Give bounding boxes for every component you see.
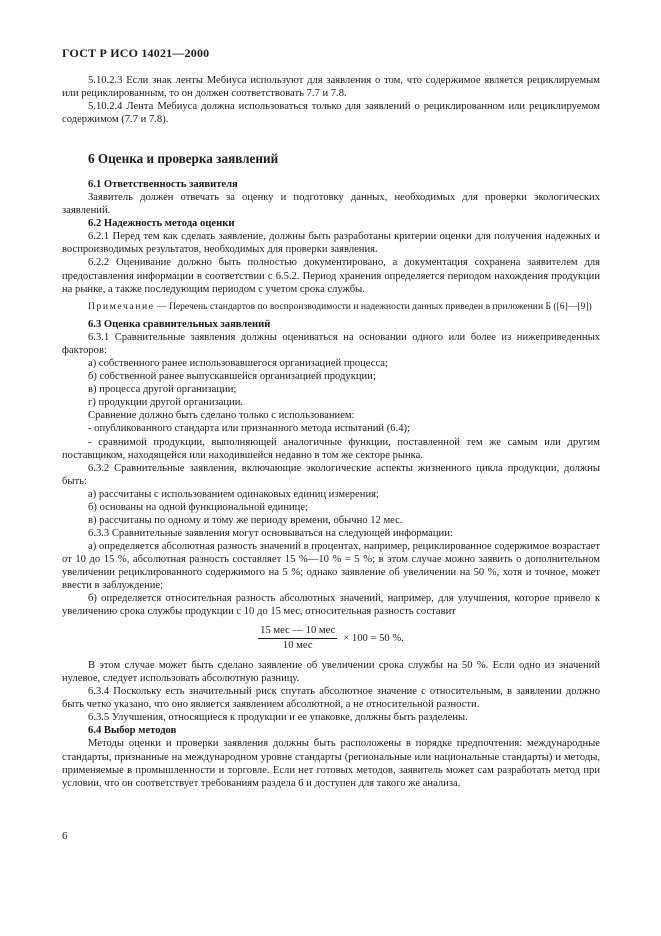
paragraph-6-3-5: 6.3.5 Улучшения, относящиеся к продукции и ее упаковке, должны быть разделены. (88, 712, 468, 724)
paragraph-5-10-2-4: 5.10.2.4 Лента Мебиуса должна использоваться только для заявлений о рециклированном или рециклируемом содержимом (7.7 и 7.8). (62, 101, 600, 126)
paragraph-6-3-3-b: б) определяется относительная разность абсолютных значений, например, для улучшения, которое привело к увеличению срока службы продукции с 10 до 15 мес, относительная разность составит (62, 593, 600, 618)
paragraph-6-1: Заявитель должен отвечать за оценку и подготовку данных, необходимых для проверки экологических заявлений. (62, 192, 600, 217)
paragraph-6-3-3-a: а) определяется абсолютная разность значений в процентах, например, рециклированное содержимое возрастает от 10 до 15 %, абсолютная разность составляет 15 %—10 % = 5 %; в этом случае можно заявить о дополнительном увеличении рециклированного содержимого на 5 %; однако заявление об увеличении на 50 %, хотя и точное, может ввести в заблуждение; (62, 540, 600, 592)
note-label: Примечание (88, 300, 155, 312)
list-item-6-3-1-c: в) процесса другой организации; (88, 384, 237, 396)
paragraph-6-2-2: 6.2.2 Оценивание должно быть полностью документировано, а документация сохранена заявителем для предоставления информации в соответствии с 6.5.2. Период хранения определяется периодом нахождения продукции на рынке, а также последующим периодом с учетом срока службы. (62, 257, 600, 295)
list-item-6-3-1-b: б) собственной ранее выпускавшейся организацией продукции; (88, 371, 376, 383)
subsection-6-4-title: 6.4 Выбор методов (88, 725, 177, 737)
formula-rest: × 100 = 50 %. (343, 632, 404, 644)
section-6-title: 6 Оценка и проверка заявлений (88, 151, 279, 167)
paragraph-6-3-3: 6.3.3 Сравнительные заявления могут основываться на следующей информации: (88, 527, 453, 539)
dash-item-1: - опубликованного стандарта или признанного метода испытаний (6.4); (88, 423, 410, 435)
document-body (62, 74, 600, 790)
formula-denominator: 10 мес (282, 640, 313, 652)
subsection-6-2-title: 6.2 Надежность метода оценки (88, 218, 235, 230)
formula (62, 625, 600, 652)
note-6-2 (62, 301, 600, 314)
note-text: — Перечень стандартов по воспроизводимости и надежности данных приведен в приложении Б ([6]—[9]) (154, 300, 592, 312)
formula-numerator: 15 мес — 10 мес (258, 625, 337, 639)
list-item-6-3-2-c: в) рассчитаны по одному и тому же периоду времени, обычно 12 мес. (88, 514, 403, 526)
paragraph-6-3-4: 6.3.4 Поскольку есть значительный риск спутать абсолютное значение с относительным, в заявлении должно быть четко указано, что оно является заявлением абсолютной, а не относительной разности. (62, 686, 600, 711)
dash-item-2: - сравнимой продукции, выполняющей аналогичные функции, поставленной тем же самым или другим поставщиком, находящейся или находившейся недавно в том же секторе рынка. (62, 436, 600, 461)
page-header: ГОСТ Р ИСО 14021—2000 (62, 46, 210, 60)
paragraph-6-3-2: 6.3.2 Сравнительные заявления, включающие экологические аспекты жизненного цикла продукции, должны быть: (62, 462, 600, 487)
list-item-6-3-2-a: а) рассчитаны с использованием одинаковых единиц измерения; (88, 488, 379, 500)
paragraph-5-10-2-3: 5.10.2.3 Если знак ленты Мебиуса используют для заявления о том, что содержимое является рециклируемым или рециклированным, то он должен соответствовать 7.7 и 7.8. (62, 75, 600, 100)
paragraph-comparison: Сравнение должно быть сделано только с использованием: (88, 410, 355, 422)
formula-fraction (258, 625, 337, 652)
subsection-6-3-title: 6.3 Оценка сравнительных заявлений (88, 319, 271, 331)
paragraph-6-4: Методы оценки и проверки заявления должны быть расположены в порядке предпочтения: международные стандарты, признанные на международном уровне стандарты (региональные или национальные стандарты) и методы, применяемые в промышленности и торговле. Если нет готовых методов, заявитель может сам разработать метод при условии, что он соответствует требованиям раздела 6 и доступен для такого же анализа. (62, 738, 600, 789)
paragraph-6-3-1: 6.3.1 Сравнительные заявления должны оцениваться на основании одного или более из нижеприведенных факторов: (62, 332, 600, 357)
list-item-6-3-2-b: б) основаны на одной функциональной единице; (88, 501, 308, 513)
page-number: 6 (62, 830, 68, 842)
paragraph-6-2-1: 6.2.1 Перед тем как сделать заявление, должны быть разработаны критерии оценки для получения надежных и воспроизводимых результатов, необходимых для проверки заявления. (62, 231, 600, 256)
subsection-6-1-title: 6.1 Ответственность заявителя (88, 179, 238, 191)
list-item-6-3-1-a: а) собственного ранее использовавшегося организацией процесса; (88, 358, 388, 370)
list-item-6-3-1-d: г) продукции другой организации. (88, 397, 244, 409)
paragraph-result: В этом случае может быть сделано заявление об увеличении срока службы на 50 %. Если одно из значений нулевое, следует использовать абсолютную разницу. (62, 660, 600, 685)
